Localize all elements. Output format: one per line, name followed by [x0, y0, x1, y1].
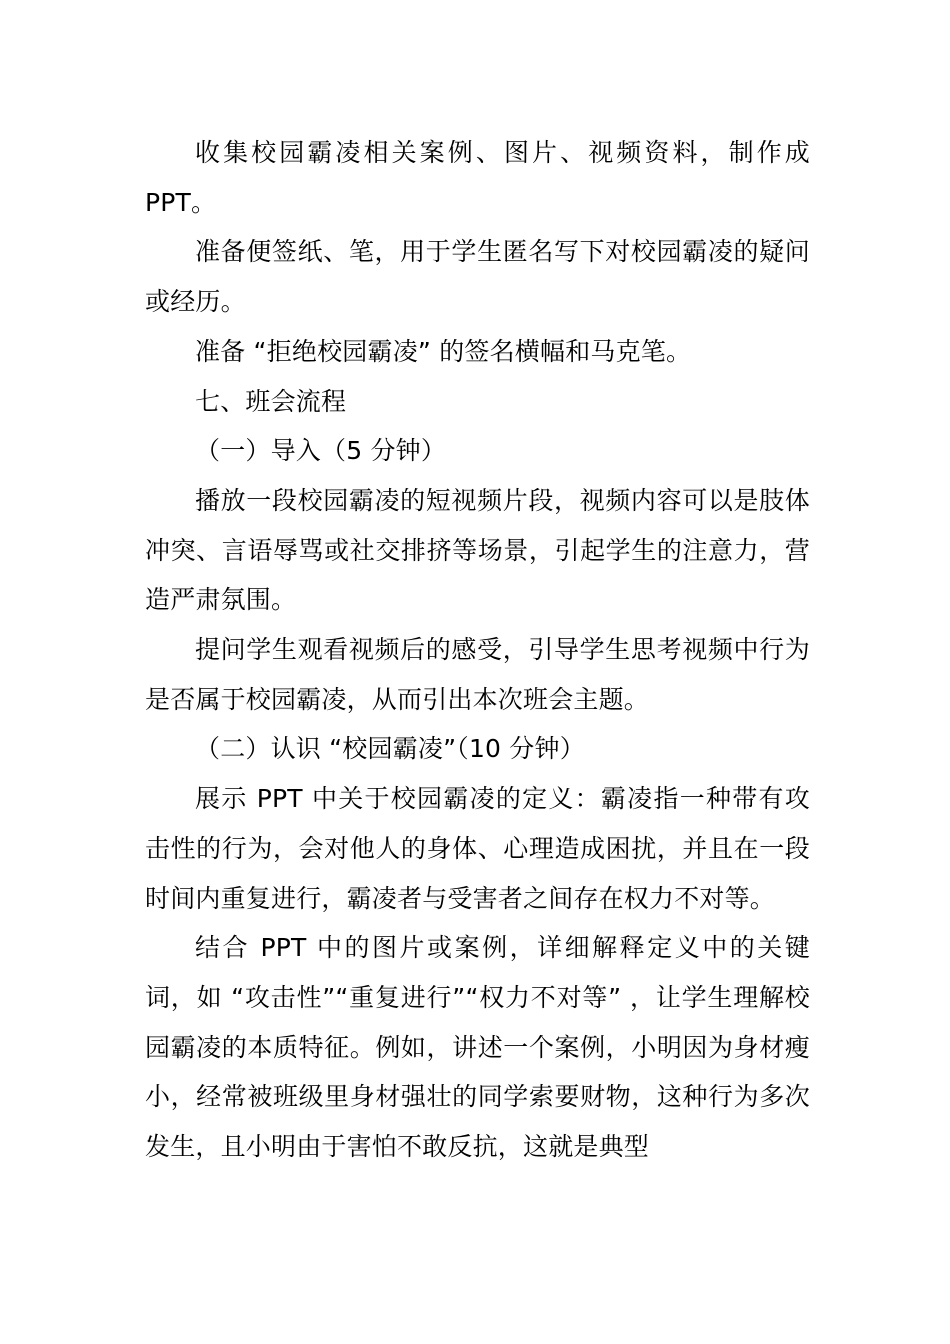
paragraph-banner: 准备 “拒绝校园霸凌” 的签名横幅和马克笔。	[195, 336, 692, 366]
paragraph-video: 播放一段校园霸凌的短视频片段，视频内容可以是肢体冲突、言语辱骂或社交排挤等场景，引起学生的注意力，营造严肃氛围。	[145, 485, 810, 615]
paragraph-notes: 准备便签纸、笔，用于学生匿名写下对校园霸凌的疑问或经历。	[145, 237, 810, 317]
paragraph-question: 提问学生观看视频后的感受，引导学生思考视频中行为是否属于校园霸凌，从而引出本次班会主题。	[145, 635, 810, 714]
document-body	[145, 128, 810, 1172]
paragraph-materials: 收集校园霸凌相关案例、图片、视频资料，制作成PPT。	[145, 138, 810, 217]
subsection-heading-definition: （二）认识 “校园霸凌”（10 分钟）	[195, 734, 585, 764]
subsection-heading-intro: （一）导入（5 分钟）	[195, 436, 447, 466]
section-heading-process: 七、班会流程	[195, 386, 347, 416]
paragraph-definition: 展示 PPT 中关于校园霸凌的定义：霸凌指一种带有攻击性的行为，会对他人的身体、心理造成困扰，并且在一段时间内重复进行，霸凌者与受害者之间存在权力不对等。	[145, 784, 810, 913]
paragraph-case: 结合 PPT 中的图片或案例，详细解释定义中的关键词，如 “攻击性”“重复进行”“权力不对等” ，让学生理解校园霸凌的本质特征。例如，讲述一个案例，小明因为身材瘦小，经常被班级里身材强壮的同学索要财物，这种行为多次发生，且小明由于害怕不敢反抗，这就是典型	[145, 933, 810, 1162]
